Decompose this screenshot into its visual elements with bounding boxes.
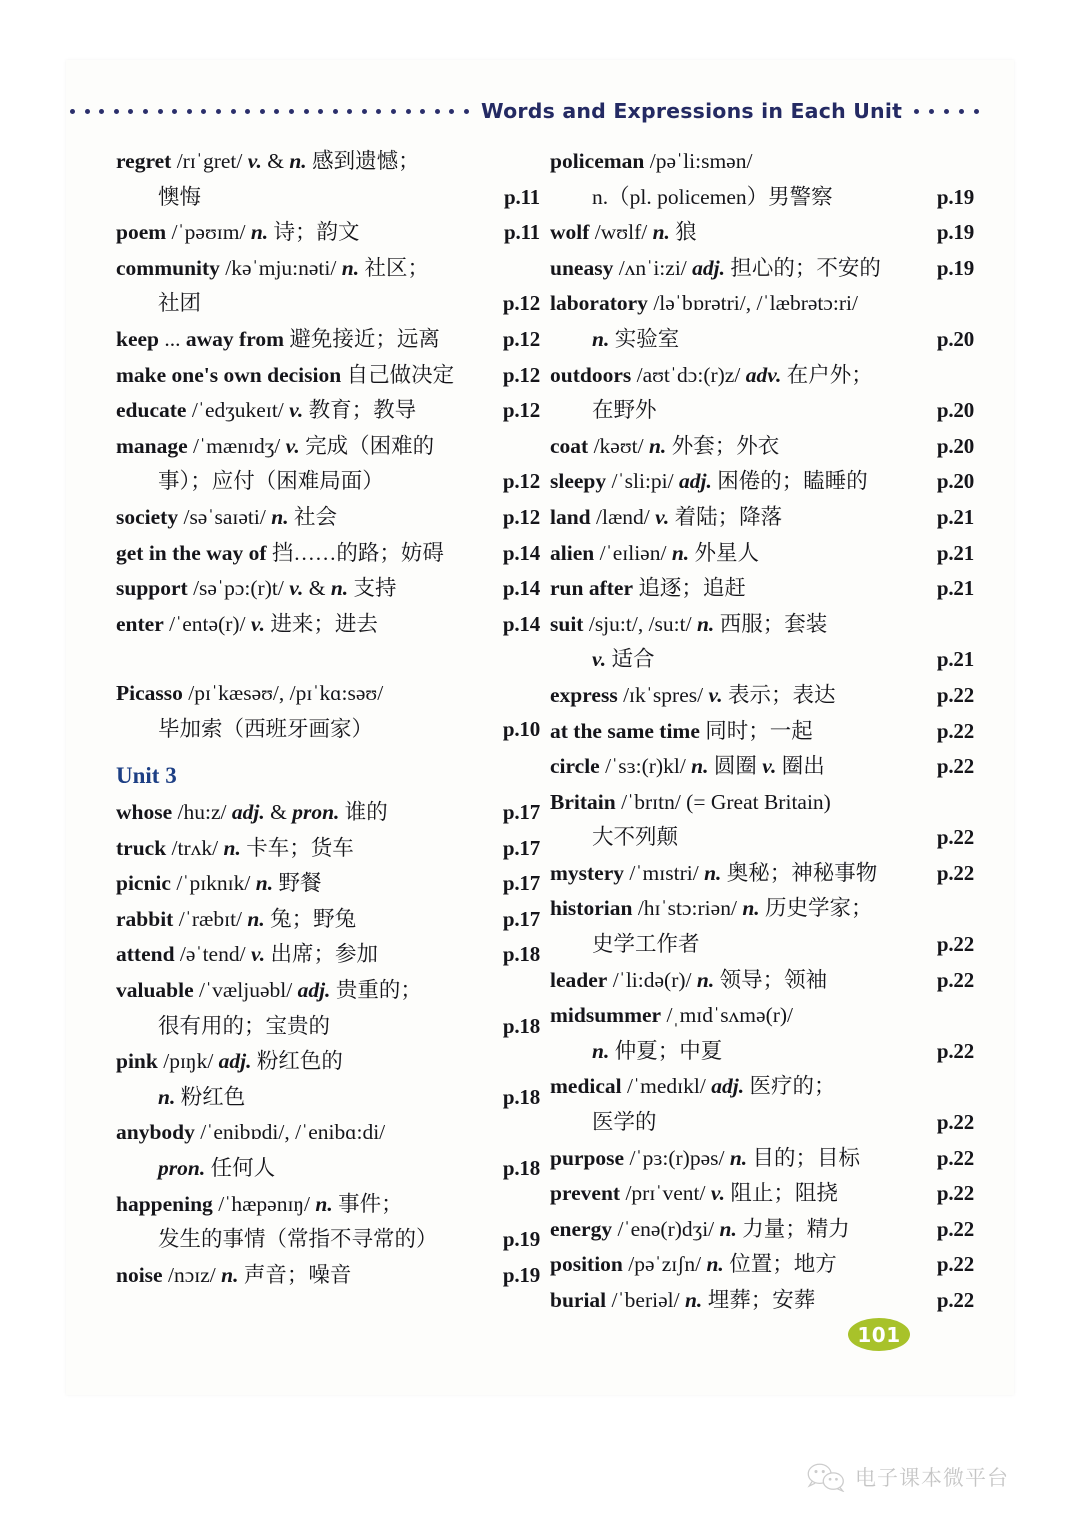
entry-page-reference: p.11 (504, 184, 540, 209)
entry-continuation-line: n. 仲夏；中夏 (592, 1038, 723, 1063)
entry-line: get in the way of 挡……的路；妨碍 (116, 540, 444, 565)
entry-page-reference: p.22 (936, 682, 974, 707)
header-dot (974, 109, 979, 114)
vocabulary-entry (116, 831, 540, 867)
entry-line: wolf /wʊlf/ n. 狼 (550, 220, 697, 245)
vocabulary-column-left (116, 144, 540, 1293)
entry-page-reference: p.22 (936, 1038, 974, 1063)
entry-page-reference: p.17 (502, 906, 540, 931)
entry-page-reference: p.22 (936, 932, 974, 957)
header-dot (435, 109, 440, 114)
page-number-badge: 101 (848, 1318, 910, 1351)
watermark-text: 电子课本微平台 (855, 1466, 1009, 1490)
vocabulary-entry (116, 973, 540, 1044)
entry-line: support /səˈpɔ:(r)t/ v. & n. 支持 (116, 576, 397, 601)
entry-line: anybody /ˈenibɒdi/, /ˈenibɑ:di/ (116, 1120, 386, 1145)
section-gap (116, 642, 540, 676)
entry-page-reference: p.11 (504, 220, 540, 245)
vocabulary-entry (550, 464, 974, 500)
entry-page-reference: p.20 (936, 433, 974, 458)
header-dot (187, 109, 192, 114)
entry-line: burial /ˈberiəl/ n. 埋葬；安葬 (550, 1288, 816, 1312)
entry-line: regret /rɪˈgret/ v. & n. 感到遗憾； (116, 149, 420, 173)
entry-page-reference: p.12 (502, 362, 540, 387)
entry-line: Britain /ˈbrɪtn/ (= Great Britain) (550, 789, 831, 814)
entry-continuation-line: 很有用的；宝贵的 (158, 1013, 331, 1038)
header-dot (231, 109, 236, 114)
header-dot (914, 109, 919, 114)
vocabulary-entry (550, 1141, 974, 1177)
entry-page-reference: p.20 (936, 398, 974, 423)
entry-page-reference: p.22 (936, 825, 974, 850)
entry-page-reference: p.17 (502, 871, 540, 896)
header-dot (70, 109, 75, 114)
entry-continuation-line: 大不列颠 (592, 825, 679, 850)
entry-line: suit /sju:t/, /su:t/ n. 西服；套装 (550, 611, 828, 636)
header-dot (158, 109, 163, 114)
entry-line: prevent /prɪˈvent/ v. 阻止；阻挠 (550, 1181, 838, 1206)
entry-page-reference: p.22 (936, 1216, 974, 1241)
vocabulary-entry (550, 286, 974, 357)
vocabulary-entry (116, 358, 540, 394)
vocabulary-entry (116, 607, 540, 643)
entry-line: leader /ˈli:də(r)/ n. 领导；领袖 (550, 967, 828, 992)
entry-line: happening /ˈhæpənɪŋ/ n. 事件； (116, 1191, 403, 1216)
header-dot (959, 109, 964, 114)
header-dot (274, 109, 279, 114)
page-header (66, 94, 1014, 128)
entry-line: truck /trʌk/ n. 卡车；货车 (116, 835, 354, 860)
entry-line: at the same time 同时；一起 (550, 718, 813, 743)
entry-line: circle /ˈsɜ:(r)kl/ n. 圆圈 v. 圈出 (550, 754, 825, 779)
entry-page-reference: p.18 (502, 942, 540, 967)
entry-page-reference: p.14 (502, 576, 540, 601)
entry-page-reference: p.14 (502, 540, 540, 565)
vocabulary-entry (116, 429, 540, 500)
vocabulary-entry (116, 536, 540, 572)
vocabulary-entry (550, 215, 974, 251)
entry-line: picnic /ˈpɪknɪk/ n. 野餐 (116, 871, 322, 896)
entry-line: policeman /pəˈli:smən/ (550, 149, 753, 173)
entry-page-reference: p.22 (936, 1181, 974, 1206)
entry-line: pink /pɪŋk/ adj. 粉红色的 (116, 1049, 343, 1074)
vocabulary-entry (550, 998, 974, 1069)
header-dot (449, 109, 454, 114)
entry-line: noise /nɔɪz/ n. 声音；噪音 (116, 1262, 352, 1287)
header-dot (929, 109, 934, 114)
vocabulary-entry (550, 500, 974, 536)
entry-page-reference: p.19 (502, 1227, 540, 1252)
header-dot (304, 109, 309, 114)
entry-page-reference: p.14 (502, 611, 540, 636)
header-dot (464, 109, 469, 114)
entry-page-reference: p.18 (502, 1156, 540, 1181)
entry-page-reference: p.22 (936, 1145, 974, 1170)
vocabulary-entry (550, 358, 974, 429)
header-dot (260, 109, 265, 114)
vocabulary-entry (550, 714, 974, 750)
vocabulary-entry (116, 251, 540, 322)
entry-page-reference: p.17 (502, 835, 540, 860)
entry-page-reference: p.10 (502, 716, 540, 741)
vocabulary-entry (550, 891, 974, 962)
entry-page-reference: p.21 (936, 647, 974, 672)
entry-line: medical /ˈmedɪkl/ adj. 医疗的； (550, 1074, 836, 1099)
entry-continuation-line: pron. 任何人 (158, 1156, 276, 1181)
entry-line: land /lænd/ v. 着陆；降落 (550, 504, 783, 529)
vocabulary-column-right (550, 144, 974, 1319)
entry-page-reference: p.22 (936, 754, 974, 779)
vocabulary-entry (550, 1283, 974, 1319)
vocabulary-entry (550, 144, 974, 215)
vocabulary-entry (116, 144, 540, 215)
vocabulary-entry (116, 937, 540, 973)
header-dot (944, 109, 949, 114)
entry-continuation-line: 史学工作者 (592, 932, 700, 957)
vocabulary-entry (550, 607, 974, 678)
entry-page-reference: p.18 (502, 1084, 540, 1109)
vocabulary-entry (550, 963, 974, 999)
vocabulary-entry (116, 902, 540, 938)
header-leading-dots (70, 109, 469, 114)
header-dot (143, 109, 148, 114)
vocabulary-entry (550, 251, 974, 287)
entry-line: educate /ˈedʒukeɪt/ v. 教育；教导 (116, 398, 417, 423)
entry-line: rabbit /ˈræbɪt/ n. 兔；野兔 (116, 906, 357, 931)
entry-page-reference: p.22 (936, 967, 974, 992)
vocabulary-entry (116, 795, 540, 831)
entry-continuation-line: 医学的 (592, 1110, 657, 1135)
vocabulary-entry (550, 1212, 974, 1248)
vocabulary-entry (550, 785, 974, 856)
entry-line: community /kəˈmju:nəti/ n. 社区； (116, 255, 429, 280)
entry-continuation-line: 懊悔 (158, 184, 202, 209)
header-dot (289, 109, 294, 114)
entry-page-reference: p.12 (502, 291, 540, 316)
header-dot (128, 109, 133, 114)
vocabulary-entry (550, 749, 974, 785)
entry-page-reference: p.20 (936, 326, 974, 351)
vocabulary-entry (550, 429, 974, 465)
entry-line: outdoors /aʊtˈdɔ:(r)z/ adv. 在户外； (550, 362, 873, 387)
header-dot (406, 109, 411, 114)
vocabulary-entry (116, 215, 540, 251)
entry-line: midsummer /ˌmɪdˈsʌmə(r)/ (550, 1003, 794, 1028)
entry-line: valuable /ˈvæljuəbl/ adj. 贵重的； (116, 978, 422, 1003)
entry-page-reference: p.19 (936, 184, 974, 209)
entry-line: laboratory /ləˈbɒrətri/, /ˈlæbrətɔ:ri/ (550, 291, 858, 316)
vocabulary-entry (550, 678, 974, 714)
entry-page-reference: p.12 (502, 398, 540, 423)
entry-page-reference: p.12 (502, 326, 540, 351)
vocabulary-entry (116, 1115, 540, 1186)
vocabulary-entry (116, 500, 540, 536)
header-dot (245, 109, 250, 114)
vocabulary-entry (116, 1187, 540, 1258)
entry-page-reference: p.19 (936, 220, 974, 245)
entry-page-reference: p.22 (936, 1288, 974, 1312)
entry-continuation-line: 事）；应付（困难局面） (158, 469, 384, 494)
entry-line: make one's own decision 自己做决定 (116, 362, 455, 387)
header-dot (85, 109, 90, 114)
entry-continuation-line: n. 粉红色 (158, 1084, 246, 1109)
scanned-page-sheet (66, 60, 1014, 1395)
vocabulary-entry (550, 856, 974, 892)
entry-continuation-line: n.（pl. policemen）男警察 (592, 184, 833, 209)
entry-page-reference: p.21 (936, 504, 974, 529)
entry-line: manage /ˈmænɪdʒ/ v. 完成（困难的 (116, 433, 435, 458)
vocabulary-entry (550, 1069, 974, 1140)
entry-line: historian /hɪˈstɔ:riən/ n. 历史学家； (550, 896, 873, 921)
header-dot (99, 109, 104, 114)
entry-line: position /pəˈzɪʃn/ n. 位置；地方 (550, 1252, 837, 1277)
entry-line: coat /kəʊt/ n. 外套；外衣 (550, 433, 780, 458)
header-dot (333, 109, 338, 114)
entry-line: purpose /ˈpɜ:(r)pəs/ n. 目的；目标 (550, 1145, 861, 1170)
entry-line: keep ... away from 避免接近；远离 (116, 326, 440, 351)
vocabulary-entry (116, 571, 540, 607)
entry-continuation-line: 毕加索（西班牙画家） (158, 716, 374, 741)
entry-continuation-line: v. 适合 (592, 647, 655, 672)
entry-page-reference: p.20 (936, 469, 974, 494)
entry-page-reference: p.12 (502, 469, 540, 494)
entry-line: whose /hu:z/ adj. & pron. 谁的 (116, 800, 388, 825)
vocabulary-entry (550, 536, 974, 572)
entry-page-reference: p.19 (502, 1262, 540, 1287)
header-dot (376, 109, 381, 114)
entry-continuation-line: 发生的事情（常指不寻常的） (158, 1227, 438, 1252)
entry-line: poem /ˈpəʊɪm/ n. 诗；韵文 (116, 220, 360, 245)
entry-line: enter /ˈentə(r)/ v. 进来；进去 (116, 611, 378, 636)
header-dot (216, 109, 221, 114)
vocabulary-entry (550, 1176, 974, 1212)
entry-page-reference: p.21 (936, 576, 974, 601)
entry-line: alien /ˈeɪliən/ n. 外星人 (550, 540, 760, 565)
entry-line: mystery /ˈmɪstri/ n. 奥秘；神秘事物 (550, 860, 878, 885)
vocabulary-entry (116, 866, 540, 902)
entry-line: Picasso /pɪˈkæsəʊ/, /pɪˈkɑ:səʊ/ (116, 681, 384, 706)
entry-line: uneasy /ʌnˈi:zi/ adj. 担心的；不安的 (550, 255, 881, 280)
header-dot (391, 109, 396, 114)
header-dot (420, 109, 425, 114)
vocabulary-entry (116, 676, 540, 747)
page-title: Words and Expressions in Each Unit (481, 99, 903, 123)
vocabulary-entry (116, 393, 540, 429)
entry-page-reference: p.22 (936, 718, 974, 743)
entry-page-reference: p.22 (936, 1252, 974, 1277)
vocabulary-entry (550, 1247, 974, 1283)
unit-heading: Unit 3 (116, 762, 177, 788)
entry-continuation-line: n. 实验室 (592, 326, 680, 351)
vocabulary-entry (116, 322, 540, 358)
entry-continuation-line: 在野外 (592, 398, 657, 423)
vocabulary-entry (550, 571, 974, 607)
header-dot (201, 109, 206, 114)
entry-page-reference: p.18 (502, 1013, 540, 1038)
header-dot (114, 109, 119, 114)
entry-page-reference: p.17 (502, 800, 540, 825)
entry-line: sleepy /ˈsli:pi/ adj. 困倦的；瞌睡的 (550, 469, 868, 494)
watermark (806, 1462, 1009, 1492)
entry-page-reference: p.21 (936, 540, 974, 565)
header-dot (172, 109, 177, 114)
entry-line: express /ɪkˈspres/ v. 表示；表达 (550, 682, 836, 707)
header-dot (318, 109, 323, 114)
header-dot (362, 109, 367, 114)
entry-page-reference: p.19 (936, 255, 974, 280)
entry-line: energy /ˈenə(r)dʒi/ n. 力量；精力 (550, 1216, 850, 1241)
vocabulary-entry (116, 1044, 540, 1115)
entry-page-reference: p.12 (502, 504, 540, 529)
entry-line: attend /əˈtend/ v. 出席；参加 (116, 942, 378, 967)
entry-continuation-line: 社团 (158, 291, 202, 316)
entry-page-reference: p.22 (936, 860, 974, 885)
wechat-icon (806, 1462, 846, 1492)
entry-line: society /səˈsaɪəti/ n. 社会 (116, 504, 337, 529)
entry-page-reference: p.22 (936, 1110, 974, 1135)
header-dot (347, 109, 352, 114)
vocabulary-entry (116, 1258, 540, 1294)
entry-line: run after 追逐；追赶 (550, 576, 746, 601)
header-trailing-dots (914, 109, 979, 114)
